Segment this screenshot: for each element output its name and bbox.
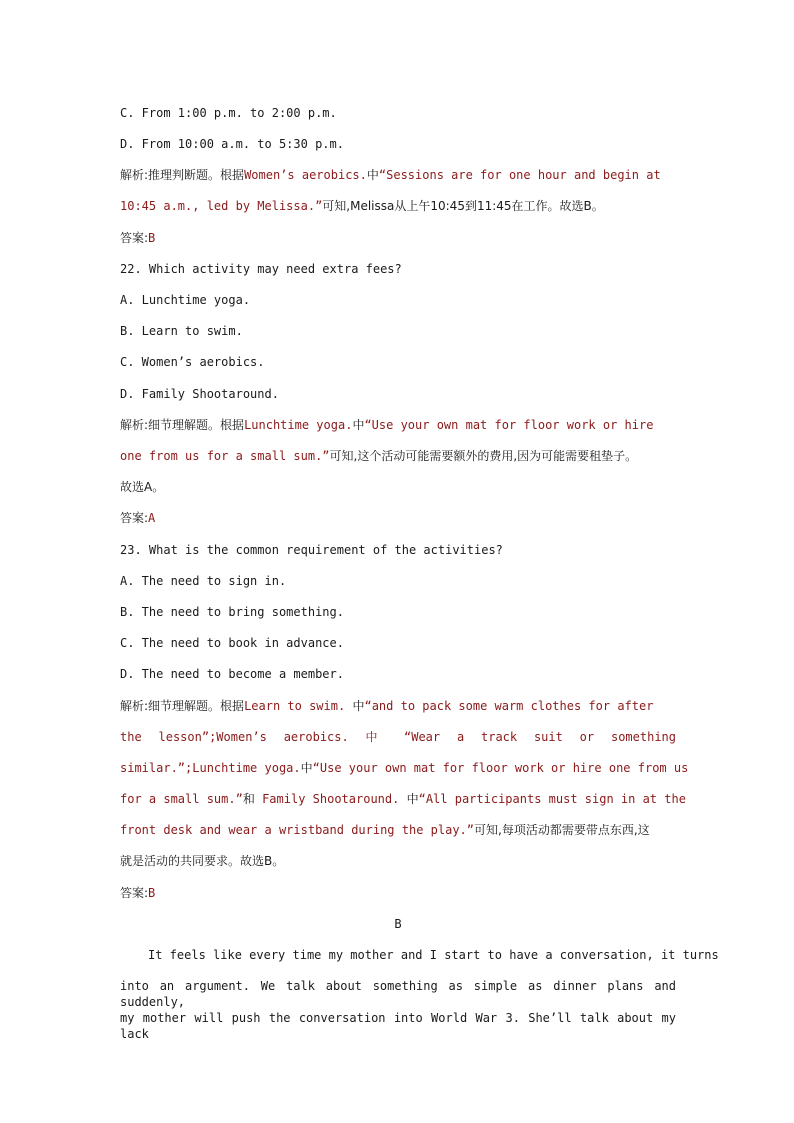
passage-line: into an argument. We talk about something as simple as dinner plans and suddenly, bbox=[120, 979, 676, 1009]
analysis-connector: 中 bbox=[352, 418, 365, 432]
q23-analysis-line-5 bbox=[120, 822, 650, 838]
analysis-quote: Learn to swim. bbox=[244, 699, 346, 713]
analysis-quote: for a small sum.” bbox=[120, 792, 243, 806]
analysis-label: 解析: bbox=[120, 418, 149, 432]
q23-answer bbox=[120, 885, 155, 901]
analysis-conclusion: 可知,每项活动都需要带点东西,这 bbox=[474, 823, 650, 837]
q23-analysis-line-3 bbox=[120, 760, 688, 776]
analysis-conclusion: 可知,这个活动可能需要额外的费用,因为可能需要租垫子。 bbox=[329, 449, 638, 463]
analysis-connector: 中 bbox=[352, 699, 365, 713]
analysis-type: 推理判断题。根据 bbox=[148, 168, 245, 182]
passage-line: It feels like every time my mother and I start to have a conversation, it turns bbox=[148, 948, 719, 962]
analysis-quote: Women’s aerobics. bbox=[244, 168, 367, 182]
analysis-quote: one from us for a small sum.” bbox=[120, 449, 330, 463]
q22-option-d: D. Family Shootaround. bbox=[120, 387, 279, 401]
q23-option-c: C. The need to book in advance. bbox=[120, 636, 344, 650]
analysis-label: 解析: bbox=[120, 168, 149, 182]
q23-option-a: A. The need to sign in. bbox=[120, 574, 287, 588]
analysis-quote: “and to pack some warm clothes for after bbox=[364, 699, 654, 713]
analysis-conclusion: 可知,Melissa从上午10:45到11:45在工作。故选B。 bbox=[322, 199, 604, 213]
analysis-quote: front desk and wear a wristband during the play.” bbox=[120, 823, 475, 837]
analysis-type: 细节理解题。根据 bbox=[148, 418, 245, 432]
answer-value: B bbox=[148, 886, 156, 900]
q21-analysis-line-1 bbox=[120, 167, 661, 183]
analysis-quote: 10:45 a.m., led by Melissa.” bbox=[120, 199, 323, 213]
q23-analysis-line-4 bbox=[120, 791, 686, 807]
analysis-quote: similar.”;Lunchtime yoga. bbox=[120, 761, 301, 775]
analysis-quote: Lunchtime yoga. bbox=[244, 418, 353, 432]
answer-label: 答案: bbox=[120, 511, 149, 525]
q23-option-d: D. The need to become a member. bbox=[120, 667, 344, 681]
q22-analysis-line-3 bbox=[120, 479, 164, 495]
analysis-connector: 和 bbox=[242, 792, 255, 806]
section-heading: B bbox=[394, 917, 402, 931]
analysis-connector: 中 bbox=[300, 761, 313, 775]
q21-option-c: C. From 1:00 p.m. to 2:00 p.m. bbox=[120, 106, 337, 120]
q22-option-b: B. Learn to swim. bbox=[120, 324, 243, 338]
analysis-quote: “All participants must sign in at the bbox=[418, 792, 686, 806]
analysis-quote: “Use your own mat for floor work or hire one from us bbox=[312, 761, 689, 775]
q22-option-a: A. Lunchtime yoga. bbox=[120, 293, 251, 307]
q22-analysis-line-1 bbox=[120, 417, 653, 433]
analysis-connector: 中 bbox=[366, 168, 379, 182]
analysis-quote: Family Shootaround. bbox=[262, 792, 400, 806]
answer-value: A bbox=[148, 511, 156, 525]
answer-label: 答案: bbox=[120, 886, 149, 900]
q23-analysis-line-1 bbox=[120, 698, 653, 714]
q21-analysis-line-2 bbox=[120, 198, 604, 214]
analysis-label: 解析: bbox=[120, 699, 149, 713]
analysis-connector: 中 bbox=[406, 792, 419, 806]
q21-option-d: D. From 10:00 a.m. to 5:30 p.m. bbox=[120, 137, 344, 151]
q23-question: 23. What is the common requirement of the activities? bbox=[120, 543, 503, 557]
q22-question: 22. Which activity may need extra fees? bbox=[120, 262, 402, 276]
q23-analysis-line-2: the lesson”;Women’s aerobics. 中 “Wear a track suit or something bbox=[120, 730, 676, 744]
q22-answer bbox=[120, 510, 155, 526]
passage-line: my mother will push the conversation into World War 3. She’ll talk about my lack bbox=[120, 1011, 676, 1041]
analysis-type: 细节理解题。根据 bbox=[148, 699, 245, 713]
q22-analysis-line-2 bbox=[120, 448, 637, 464]
q22-option-c: C. Women’s aerobics. bbox=[120, 355, 265, 369]
analysis-quote: “Sessions are for one hour and begin at bbox=[378, 168, 661, 182]
q23-analysis-line-6: 就是活动的共同要求。故选B。 bbox=[120, 854, 285, 868]
analysis-quote: “Use your own mat for floor work or hire bbox=[364, 418, 654, 432]
analysis-conclusion: 故选A。 bbox=[120, 480, 165, 494]
q23-option-b: B. The need to bring something. bbox=[120, 605, 344, 619]
answer-value: B bbox=[148, 231, 156, 245]
answer-label: 答案: bbox=[120, 231, 149, 245]
q21-answer bbox=[120, 230, 155, 246]
